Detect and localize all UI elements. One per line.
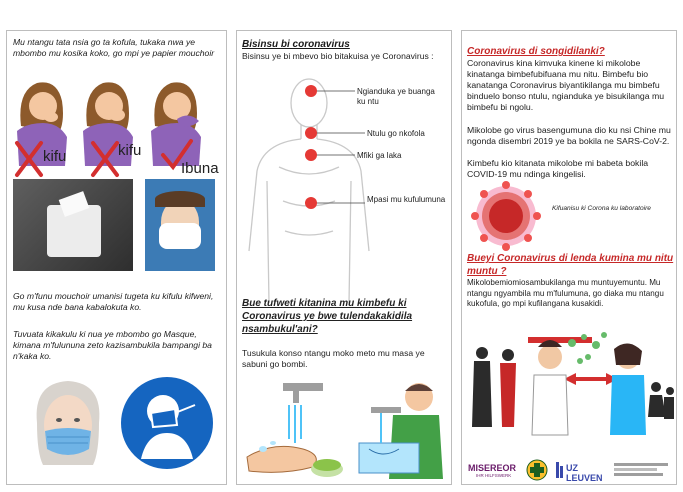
handwash-text: Tusukula konso ntangu moko meto mu masa ye sabuni go bombi. — [242, 348, 425, 369]
symptom-dot-chest — [305, 149, 317, 161]
mask-woman-illustration — [23, 373, 113, 473]
spread-text: Mikolobemiomiosambukilanga mu muntuyemuntu. Mu ntangu ngyambila mu m'fulumuna, go diaka mu ntangu kukofula, go mpi kufilangana kusakidi. — [467, 278, 664, 308]
virus-caption: Kifuanisu ki Corona ku laboratoire — [552, 205, 651, 212]
misereor-tagline: IHR HILFSWERK — [476, 473, 512, 478]
virus-origin: Mikolobe go virus basengumuna dio ku nsi Chine mu ngonda disembri 2019 ye ba bokila ne SARS-CoV-2. — [467, 125, 671, 146]
symptom-dot-throat — [305, 127, 317, 139]
symptom-dot-head — [305, 85, 317, 97]
uz-leuven-logo-mark — [554, 460, 564, 480]
partner-logo — [614, 463, 668, 479]
intro-text: Mu ntangu tata nsia go ta kofula, tukaka nwa ye mbombo mu kosika koko, go mpi ye papier mouchoir — [13, 37, 215, 58]
trash-bin-photo — [13, 179, 133, 271]
symptom-cough: Ntulu go nkofola — [367, 129, 425, 138]
panel-symptoms — [236, 30, 452, 485]
uz-leuven-logo: UZ LEUVEN — [566, 463, 603, 483]
panel-about-virus — [461, 30, 677, 485]
label-wrong-1: kifu — [43, 148, 67, 165]
symptom-sore-throat: Mfiki ga laka — [357, 151, 402, 160]
spread-title: Bueyi Coronavirus di lenda kumina mu nitu muntu ? — [467, 253, 674, 277]
logos-bar — [462, 457, 677, 485]
virus-covid-name: Kimbefu kio kitanata mikolobe mi babeta bokila COVID-19 mu ndinga kingelisi. — [467, 158, 649, 179]
spread-arrows-icon — [564, 373, 618, 385]
panel-prevention — [6, 30, 227, 485]
symptoms-subtitle: Bisinsu ye bi mbevo bio bitakuisa ye Coronavirus : — [242, 51, 434, 61]
symptom-breathing: Mpasi mu kufulumuna — [367, 195, 446, 204]
coronavirus-image — [468, 179, 544, 253]
symptoms-title: Bisinsu bi coronavirus — [242, 39, 350, 50]
label-wrong-2: kifu — [118, 142, 142, 159]
mask-text: Tuvuata kikakulu ki nua ye mbombo go Masque, kimana m'fulununa zeto kazisambukila bampangi ba n'kaka ko. — [13, 329, 212, 361]
medical-cross-logo — [526, 459, 548, 481]
virus-title: Coronavirus di songidilanki? — [467, 46, 605, 57]
mask-required-icon — [117, 375, 217, 471]
label-correct: Ibuna — [181, 160, 219, 177]
misereor-logo: MISEREOR — [468, 463, 517, 473]
virus-description: Coronavirus kina kimvuka kinene ki mikolobe kinatanga bimbefubifuana mu nitu. Bimbefu bio kanatanga Coronavirus biyantikilanga mu bimbefu binduelo bonso ntulu, ngianduka ye bisukilanga mu bimbefu bi ngolu. — [467, 58, 665, 112]
people-contact-icon — [648, 382, 674, 419]
tissue-sneeze-photo — [145, 179, 215, 271]
transmission-illustration — [468, 317, 674, 437]
symptom-headache: Ngianduka ye buanga ku ntu — [357, 87, 435, 106]
bin-text: Go m'funu mouchoir umanisi tugeta ku kifulu kifweni, mu kusa nde bana kabalokuta ko. — [13, 291, 214, 312]
handwash-title: Bue tufweti kitanina mu kimbefu ki Coronavirus ye bwe tulendakakidila nsambukul'ani? — [242, 298, 413, 335]
girl-3 — [151, 82, 201, 166]
handwash-illustration — [243, 379, 447, 483]
group-icon — [472, 347, 516, 427]
symptom-dot-lungs — [305, 197, 317, 209]
